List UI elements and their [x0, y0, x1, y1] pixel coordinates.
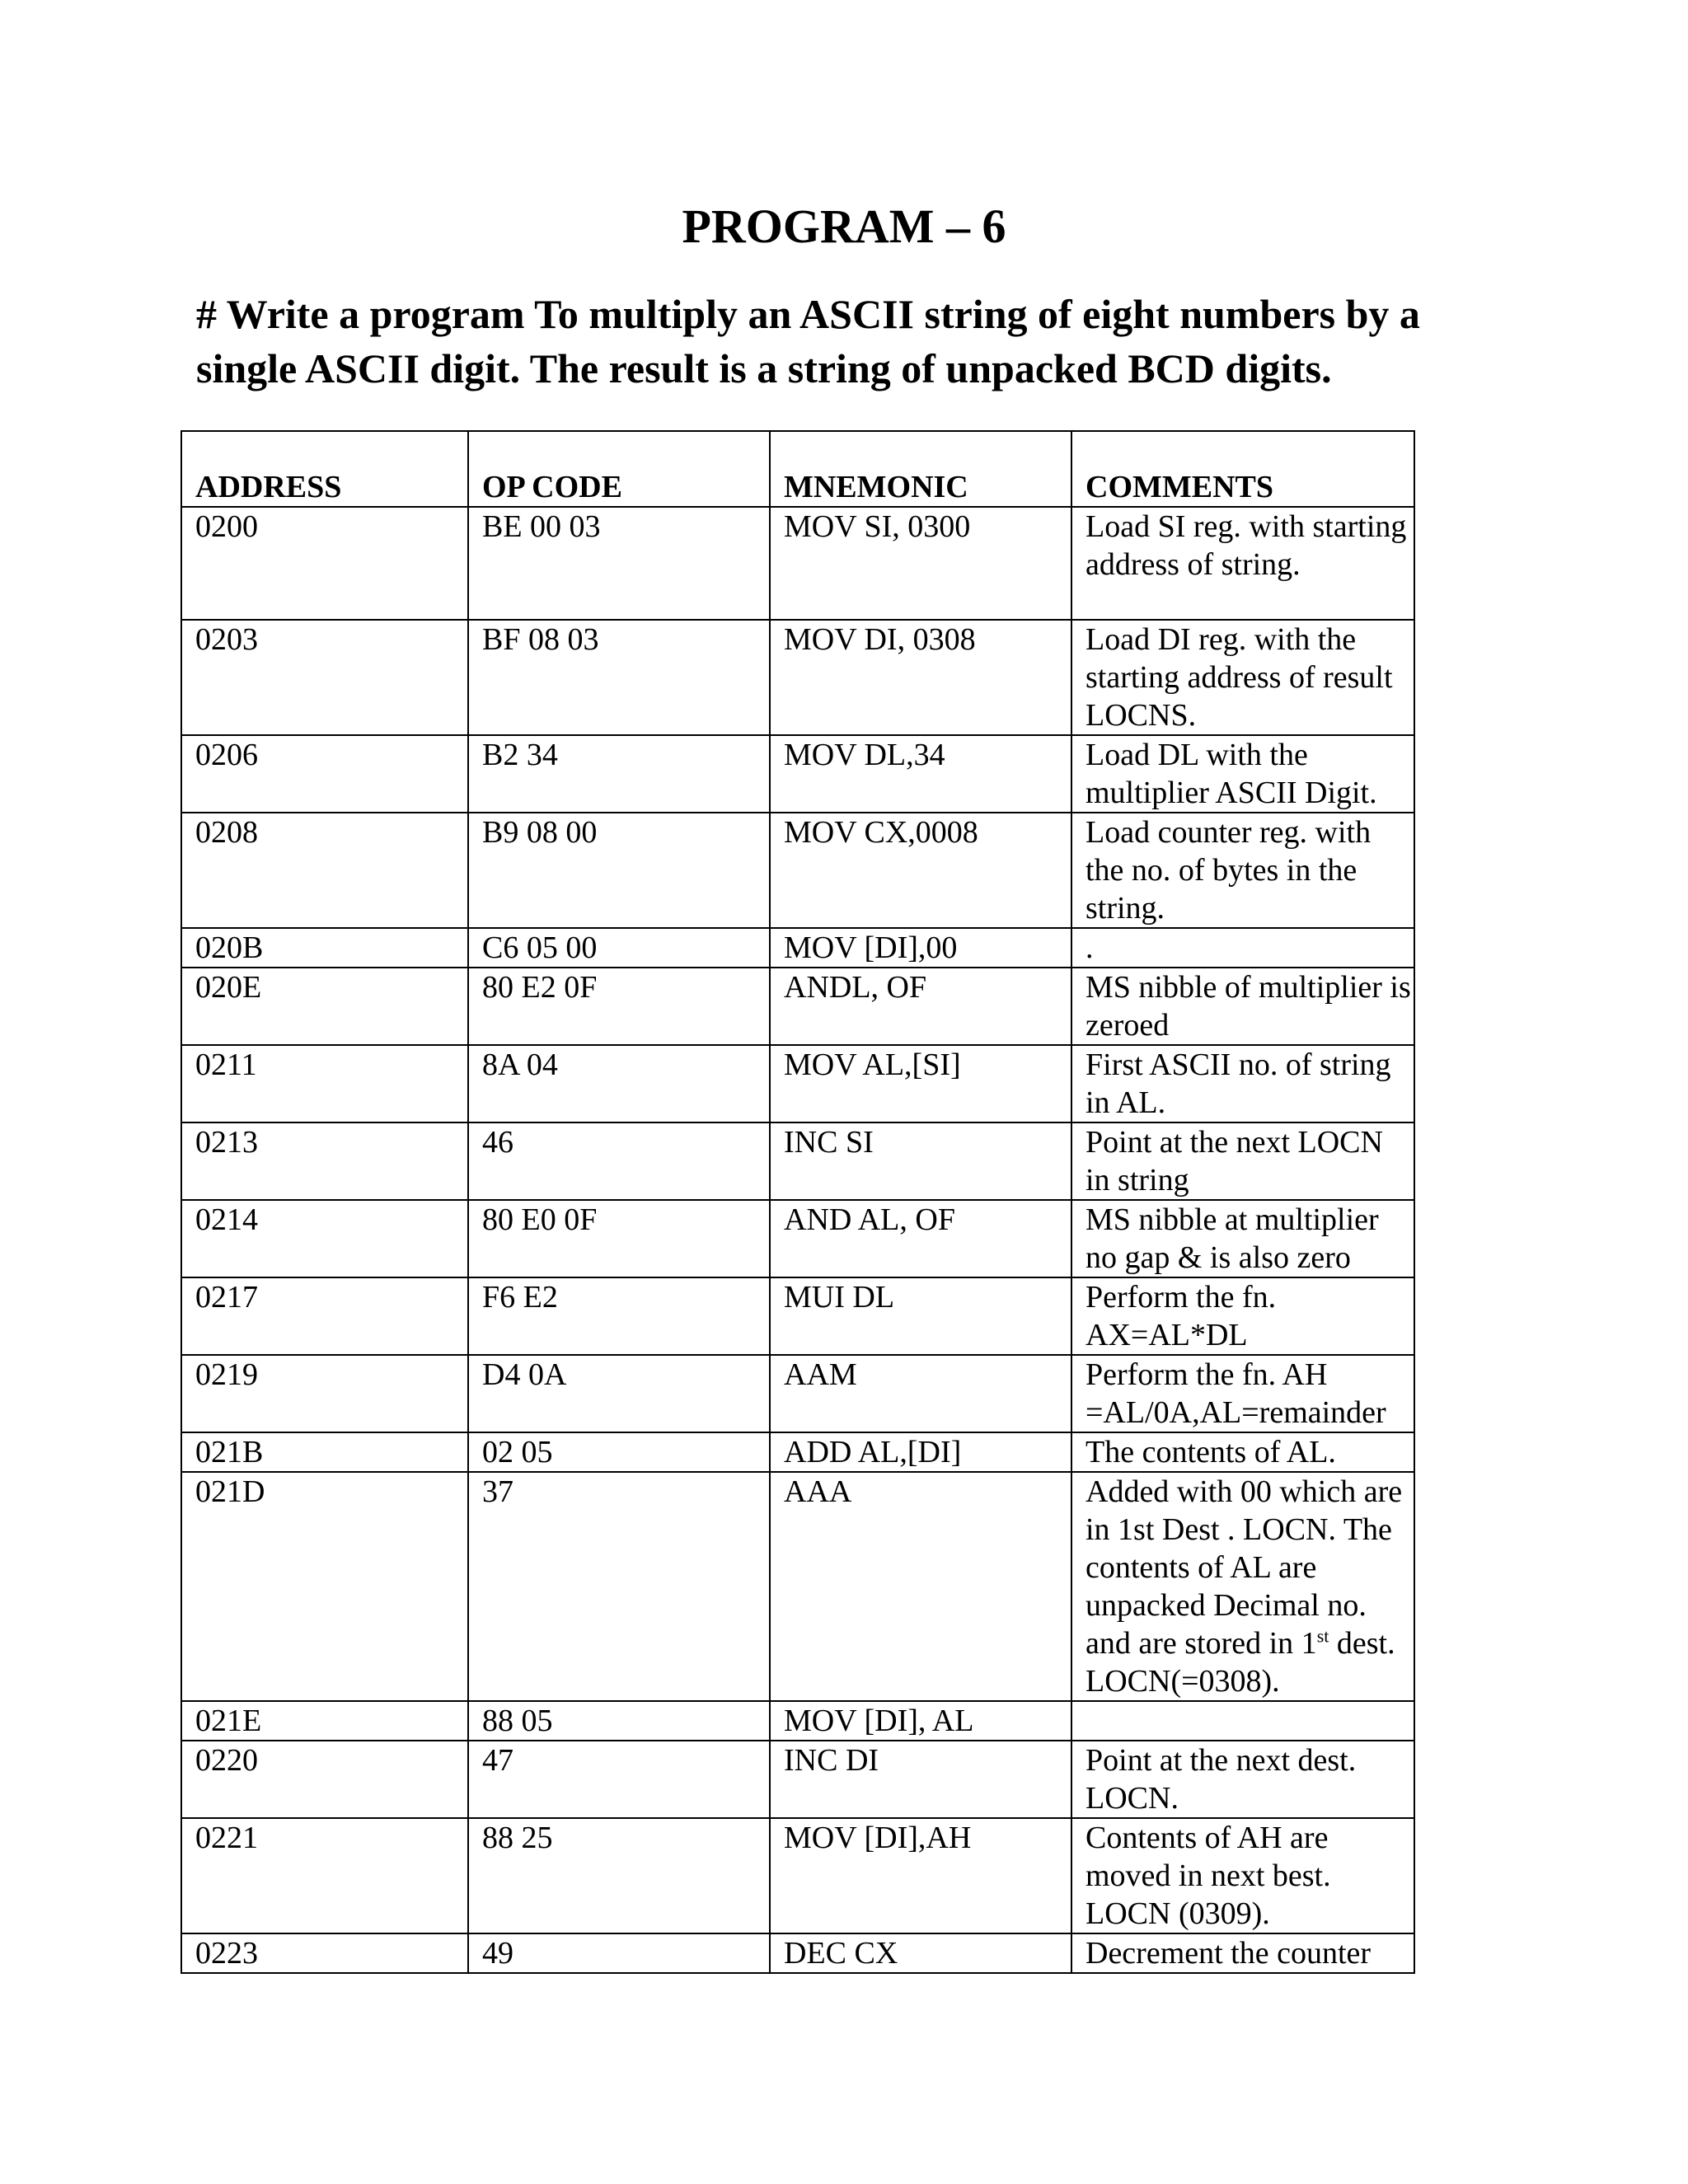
header-opcode: OP CODE — [468, 431, 770, 507]
cell-mnemonic: AAM — [770, 1355, 1071, 1432]
table-row — [181, 928, 1414, 968]
table-row — [181, 1741, 1414, 1818]
cell-opcode: BE 00 03 — [468, 507, 770, 620]
cell-comment — [1071, 507, 1414, 620]
comment-text: First ASCII no. of string in AL. — [1085, 1047, 1391, 1120]
cell-address: 0219 — [181, 1355, 468, 1432]
cell-address: 021B — [181, 1432, 468, 1472]
cell-address: 0223 — [181, 1933, 468, 1973]
cell-mnemonic: INC DI — [770, 1741, 1071, 1818]
cell-comment — [1071, 1472, 1414, 1701]
cell-opcode: 80 E0 0F — [468, 1200, 770, 1277]
cell-address: 0208 — [181, 813, 468, 928]
header-comments: COMMENTS — [1071, 431, 1414, 507]
page-title: PROGRAM – 6 — [682, 199, 1006, 253]
cell-address: 021D — [181, 1472, 468, 1701]
cell-opcode: BF 08 03 — [468, 620, 770, 735]
cell-opcode: B9 08 00 — [468, 813, 770, 928]
comment-text: Added with 00 which are in 1st Dest . LOCN. The contents of AL are unpacked Decimal no. and are stored in 1 — [1085, 1474, 1403, 1661]
cell-mnemonic: MOV SI, 0300 — [770, 507, 1071, 620]
cell-opcode: B2 34 — [468, 735, 770, 813]
table-row — [181, 1355, 1414, 1432]
cell-comment — [1071, 968, 1414, 1045]
header-mnemonic: MNEMONIC — [770, 431, 1071, 507]
cell-mnemonic: DEC CX — [770, 1933, 1071, 1973]
cell-opcode: D4 0A — [468, 1355, 770, 1432]
table-header-row — [181, 431, 1414, 507]
comment-text: Perform the fn. AH =AL/0A,AL=remainder — [1085, 1357, 1386, 1430]
cell-address: 020B — [181, 928, 468, 968]
cell-opcode: 80 E2 0F — [468, 968, 770, 1045]
cell-address: 0217 — [181, 1277, 468, 1355]
table-row — [181, 1933, 1414, 1973]
cell-mnemonic: ANDL, OF — [770, 968, 1071, 1045]
cell-address: 0220 — [181, 1741, 468, 1818]
cell-mnemonic: MOV [DI],00 — [770, 928, 1071, 968]
cell-mnemonic: AND AL, OF — [770, 1200, 1071, 1277]
cell-comment — [1071, 1933, 1414, 1973]
cell-address: 0214 — [181, 1200, 468, 1277]
table-row — [181, 1432, 1414, 1472]
cell-mnemonic: MOV DL,34 — [770, 735, 1071, 813]
comment-text: MS nibble at multiplier no gap & is also zero — [1085, 1202, 1379, 1275]
question-text: # Write a program To multiply an ASCII string of eight numbers by a single ASCII digit. The result is a string of unpacked BCD digits. — [196, 291, 1420, 391]
cell-comment — [1071, 1122, 1414, 1200]
comment-text: . — [1085, 930, 1094, 965]
cell-address: 020E — [181, 968, 468, 1045]
cell-address: 0213 — [181, 1122, 468, 1200]
cell-opcode: 02 05 — [468, 1432, 770, 1472]
comment-text: MS nibble of multiplier is zeroed — [1085, 970, 1411, 1043]
cell-comment — [1071, 1432, 1414, 1472]
cell-opcode: C6 05 00 — [468, 928, 770, 968]
comment-text: Decrement the counter — [1085, 1936, 1372, 1971]
cell-opcode: F6 E2 — [468, 1277, 770, 1355]
cell-mnemonic: MOV DI, 0308 — [770, 620, 1071, 735]
header-address: ADDRESS — [181, 431, 468, 507]
comment-text: Perform the fn. AX=AL*DL — [1085, 1280, 1277, 1352]
cell-address: 0200 — [181, 507, 468, 620]
table-row — [181, 507, 1414, 620]
cell-mnemonic: MOV [DI], AL — [770, 1701, 1071, 1741]
cell-comment — [1071, 1818, 1414, 1933]
cell-comment — [1071, 1701, 1414, 1741]
table-row — [181, 1122, 1414, 1200]
cell-address: 0211 — [181, 1045, 468, 1122]
comment-text: Load DL with the multiplier ASCII Digit. — [1085, 738, 1377, 810]
cell-comment — [1071, 620, 1414, 735]
cell-opcode: 49 — [468, 1933, 770, 1973]
comment-text: Load counter reg. with the no. of bytes in the string. — [1085, 815, 1372, 926]
table-row — [181, 620, 1414, 735]
comment-text: Contents of AH are moved in next best. LOCN (0309). — [1085, 1821, 1331, 1931]
cell-comment — [1071, 1355, 1414, 1432]
comment-text: Point at the next LOCN in string — [1085, 1125, 1383, 1197]
program-table — [181, 430, 1415, 1974]
comment-text: Load DI reg. with the starting address of result LOCNS. — [1085, 622, 1393, 733]
cell-opcode: 88 25 — [468, 1818, 770, 1933]
cell-mnemonic: AAA — [770, 1472, 1071, 1701]
cell-comment — [1071, 735, 1414, 813]
cell-opcode: 46 — [468, 1122, 770, 1200]
table-row — [181, 735, 1414, 813]
cell-address: 0203 — [181, 620, 468, 735]
table-row — [181, 1045, 1414, 1122]
cell-address: 0221 — [181, 1818, 468, 1933]
table-row — [181, 1818, 1414, 1933]
comment-text: Load SI reg. with starting address of string. — [1085, 509, 1407, 582]
cell-opcode: 88 05 — [468, 1701, 770, 1741]
table-row — [181, 1472, 1414, 1701]
comment-text: The contents of AL. — [1085, 1435, 1336, 1469]
cell-mnemonic: MOV AL,[SI] — [770, 1045, 1071, 1122]
table-row — [181, 1277, 1414, 1355]
cell-comment — [1071, 1741, 1414, 1818]
cell-comment — [1071, 928, 1414, 968]
table-body — [181, 507, 1414, 1973]
cell-comment — [1071, 1045, 1414, 1122]
cell-mnemonic: MUI DL — [770, 1277, 1071, 1355]
cell-mnemonic: MOV [DI],AH — [770, 1818, 1071, 1933]
cell-mnemonic: MOV CX,0008 — [770, 813, 1071, 928]
table-row — [181, 1701, 1414, 1741]
cell-address: 0206 — [181, 735, 468, 813]
cell-comment — [1071, 1277, 1414, 1355]
table-row — [181, 1200, 1414, 1277]
cell-opcode: 47 — [468, 1741, 770, 1818]
comment-tail: dest. LOCN(=0308). — [1085, 1626, 1395, 1699]
comment-superscript: st — [1316, 1625, 1329, 1647]
table-row — [181, 813, 1414, 928]
cell-comment — [1071, 1200, 1414, 1277]
cell-opcode: 37 — [468, 1472, 770, 1701]
cell-mnemonic: ADD AL,[DI] — [770, 1432, 1071, 1472]
table-row — [181, 968, 1414, 1045]
comment-text: Point at the next dest. LOCN. — [1085, 1743, 1357, 1816]
cell-comment — [1071, 813, 1414, 928]
cell-mnemonic: INC SI — [770, 1122, 1071, 1200]
cell-opcode: 8A 04 — [468, 1045, 770, 1122]
cell-address: 021E — [181, 1701, 468, 1741]
